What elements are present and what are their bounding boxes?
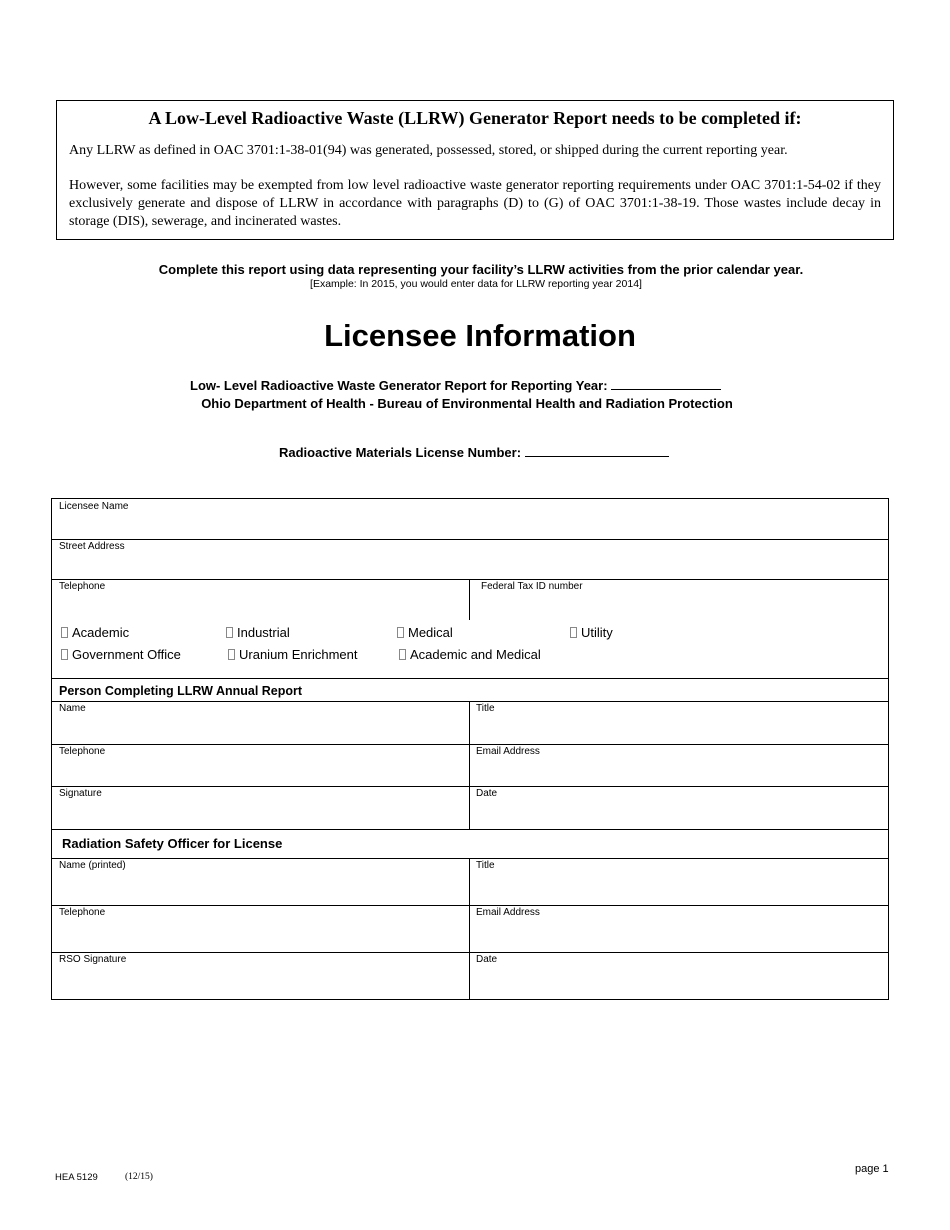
divider bbox=[52, 678, 888, 679]
license-number-label: Radioactive Materials License Number: bbox=[279, 445, 522, 460]
checkbox-box bbox=[226, 627, 233, 638]
page-number: page 1 bbox=[855, 1163, 889, 1175]
rso-email-field[interactable]: Email Address bbox=[476, 907, 540, 918]
person-telephone-field[interactable]: Telephone bbox=[59, 746, 106, 757]
license-number-field[interactable] bbox=[525, 444, 669, 457]
form-revision: (12/15) bbox=[125, 1172, 153, 1182]
reporting-year-field[interactable] bbox=[611, 377, 721, 390]
category-academic-checkbox[interactable] bbox=[61, 625, 129, 640]
licensee-telephone-field[interactable]: Telephone bbox=[59, 581, 106, 592]
checkbox-label: Utility bbox=[581, 625, 613, 640]
licensee-name-field[interactable]: Licensee Name bbox=[59, 501, 129, 512]
rso-telephone-field[interactable]: Telephone bbox=[59, 907, 106, 918]
licensee-form bbox=[51, 498, 889, 1000]
category-utility-checkbox[interactable] bbox=[570, 625, 613, 640]
federal-tax-id-field[interactable]: Federal Tax ID number bbox=[481, 581, 583, 592]
divider bbox=[52, 701, 888, 702]
notice-title: A Low-Level Radioactive Waste (LLRW) Generator Report needs to be completed if: bbox=[148, 108, 802, 128]
rso-section-header: Radiation Safety Officer for License bbox=[62, 836, 283, 851]
checkbox-label: Academic bbox=[72, 625, 130, 640]
page-title: Licensee Information bbox=[324, 318, 636, 353]
checkbox-box bbox=[399, 649, 406, 660]
license-number-line bbox=[279, 444, 669, 460]
checkbox-label: Academic and Medical bbox=[410, 647, 541, 662]
person-signature-field[interactable]: Signature bbox=[59, 788, 102, 799]
divider bbox=[52, 858, 888, 859]
reporting-year-label: Low- Level Radioactive Waste Generator Report for Reporting Year: bbox=[190, 378, 608, 393]
person-name-field[interactable]: Name bbox=[59, 703, 86, 714]
checkbox-label: Uranium Enrichment bbox=[239, 647, 358, 662]
rso-date-field[interactable]: Date bbox=[476, 954, 498, 965]
divider bbox=[469, 579, 470, 620]
person-date-field[interactable]: Date bbox=[476, 788, 498, 799]
divider bbox=[469, 701, 470, 829]
divider bbox=[469, 858, 470, 1000]
rso-name-field[interactable]: Name (printed) bbox=[59, 860, 126, 871]
category-government-office-checkbox[interactable] bbox=[61, 647, 181, 662]
person-email-field[interactable]: Email Address bbox=[476, 746, 540, 757]
checkbox-box bbox=[397, 627, 404, 638]
category-uranium-enrichment-checkbox[interactable] bbox=[228, 647, 358, 662]
divider bbox=[52, 744, 888, 745]
rso-title-field[interactable]: Title bbox=[476, 860, 495, 871]
rso-signature-field[interactable]: RSO Signature bbox=[59, 954, 127, 965]
checkbox-label: Medical bbox=[408, 625, 453, 640]
checkbox-box bbox=[61, 627, 68, 638]
checkbox-label: Government Office bbox=[72, 647, 181, 662]
person-section-header: Person Completing LLRW Annual Report bbox=[59, 684, 303, 698]
notice-box bbox=[56, 100, 894, 240]
instructions-example: [Example: In 2015, you would enter data for LLRW reporting year 2014] bbox=[310, 278, 642, 290]
divider bbox=[52, 952, 888, 953]
instructions-main: Complete this report using data representing your facility’s LLRW activities from the prior calendar year. bbox=[158, 262, 804, 277]
divider bbox=[52, 539, 888, 540]
notice-paragraph-1: Any LLRW as defined in OAC 3701:1-38-01(94) was generated, possessed, stored, or shipped during the current reporting year. bbox=[69, 143, 788, 158]
checkbox-box bbox=[228, 649, 235, 660]
divider bbox=[52, 905, 888, 906]
checkbox-box bbox=[570, 627, 577, 638]
divider bbox=[52, 579, 888, 580]
category-industrial-checkbox[interactable] bbox=[226, 625, 290, 640]
person-title-field[interactable]: Title bbox=[476, 703, 495, 714]
divider bbox=[52, 829, 888, 830]
checkbox-box bbox=[61, 649, 68, 660]
notice-paragraph-2: However, some facilities may be exempted from low level radioactive waste generator reporting requirements under OAC 3701:1-54-02 if they exclusively generate and dispose of LLRW in accordance with paragraphs (D) to (G) of OAC 3701:1-38-19. Those wastes include decay in storage (DIS), sewerage, and incinerated wastes. bbox=[69, 178, 881, 229]
reporting-year-line bbox=[190, 377, 721, 393]
category-medical-checkbox[interactable] bbox=[397, 625, 453, 640]
checkbox-label: Industrial bbox=[237, 625, 290, 640]
street-address-field[interactable]: Street Address bbox=[59, 541, 125, 552]
divider bbox=[52, 786, 888, 787]
department-line: Ohio Department of Health - Bureau of Environmental Health and Radiation Protection bbox=[201, 396, 733, 411]
category-academic-and-medical-checkbox[interactable] bbox=[399, 647, 541, 662]
form-code: HEA 5129 bbox=[55, 1172, 98, 1183]
